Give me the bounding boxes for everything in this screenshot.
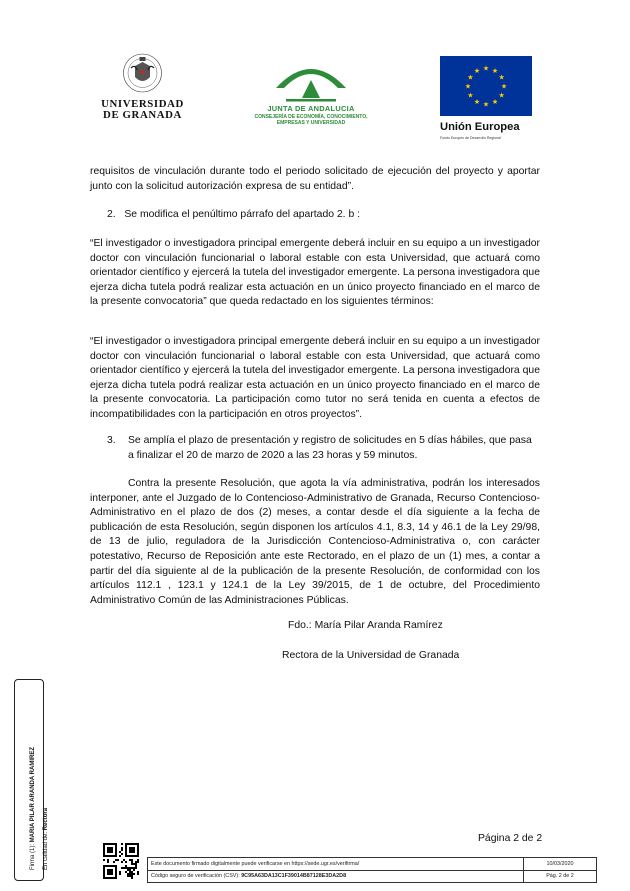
university-name-line1: UNIVERSIDAD xyxy=(101,98,184,110)
eu-star-icon: ★ xyxy=(473,99,481,107)
footer-page: Pág. 2 de 2 xyxy=(523,870,596,882)
closing-paragraph: Contra la presente Resolución, que agota la vía administrativa, podrán los interesados interponer, ante el Juzgado de lo Contencioso-Administrativo de Granada, Recurso Contencioso-Administrativo en el plazo de dos (2) meses, a contar desde el día siguiente a la fecha de publicación de esta Resolución, según disponen los artículos 4.1, 8.3, 14 y 46.1 de la Ley 29/98, de 13 de julio, reguladora de la Jurisdicción Contencioso-Administrativa o, con carácter potestativo, Recurso de Reposición ante este Rectorado, en el plazo de un (1) mes, a contar a partir del día siguiente al de la publicación de la presente Resolución, de conformidad con los artículos 112.1 , 123.1 y 124.1 de la Ley 39/2015, de 1 de octubre, del Procedimiento Administrativo Común de las Administraciones Públicas. xyxy=(90,478,540,606)
signer-role: Rectora xyxy=(43,807,49,831)
junta-dept-line2: EMPRESAS Y UNIVERSIDAD xyxy=(276,120,346,126)
eu-star-icon: ★ xyxy=(467,92,474,100)
junta-logo xyxy=(250,58,372,138)
signer-prefix: Firma (1): xyxy=(30,842,36,870)
eu-star-icon: ★ xyxy=(500,83,508,91)
eu-star-icon: ★ xyxy=(491,67,499,75)
signature-date: 10/03/2020 xyxy=(523,858,596,870)
verification-text: Este documento firmado digitalmente puede verificarse en https://sede.ugr.es/verifirma/ xyxy=(151,861,360,867)
junta-name: JUNTA DE ANDALUCIA xyxy=(267,104,355,113)
eu-star-icon: ★ xyxy=(464,83,472,91)
signer-name: MARIA PILAR ARANDA RAMIREZ xyxy=(30,747,36,843)
signature-stamp-text xyxy=(29,747,50,870)
eu-star-icon: ★ xyxy=(498,74,505,82)
list-number: 2. xyxy=(107,209,116,220)
csv-text xyxy=(151,870,346,882)
eu-star-icon: ★ xyxy=(498,92,505,100)
eu-stars-icon xyxy=(440,56,532,116)
list-text: Se amplía el plazo de presentación y registro de solicitudes en 5 días hábiles, que pasa a finalizar el 20 de marzo de 2020 a las 23 horas y 59 minutos. xyxy=(128,435,532,461)
eu-fund-label: Fondo Europeo de Desarrollo Regional xyxy=(440,136,501,140)
eu-logo xyxy=(440,56,532,148)
signature-line: Fdo.: María Pilar Aranda Ramírez xyxy=(288,620,443,631)
paragraph-continuation: requisitos de vinculación durante todo el periodo solicitado de ejecución del proyecto y aportar junto con la solicitud autorización expresa de su entidad”. xyxy=(90,166,540,192)
junta-dept-line1: CONSEJERÍA DE ECONOMÍA, CONOCIMIENTO, xyxy=(254,114,368,120)
junta-emblem-icon xyxy=(250,58,372,102)
eu-star-icon: ★ xyxy=(473,67,481,75)
junta-department xyxy=(250,114,372,126)
page-number: Página 2 de 2 xyxy=(478,833,543,844)
eu-label: Unión Europea xyxy=(440,121,520,133)
quote-original: “El investigador o investigadora principal emergente deberá incluir en su equipo a un investigador doctor con vinculación funcionarial o laboral estable con esta Universidad, que actuará como orientador científico y ejercerá la tutela del investigador emergente. La persona investigadora que ejerza dicha tutela podrá realizar esta actuación en un único proyecto financiado en el marco de la presente convocatoria” que queda redactado en los siguientes términos: xyxy=(90,238,540,308)
verification-footer xyxy=(147,857,597,883)
university-name-line2: DE GRANADA xyxy=(103,109,182,121)
list-item-3 xyxy=(107,434,547,463)
coat-of-arms-icon xyxy=(95,52,190,96)
list-text: Se modifica el penúltimo párrafo del apartado 2. b : xyxy=(124,209,361,220)
eu-star-icon: ★ xyxy=(491,99,499,107)
csv-label: Código seguro de verificación (CSV): xyxy=(151,873,242,879)
university-logo xyxy=(95,52,190,122)
list-number: 3. xyxy=(107,435,116,446)
eu-star-icon: ★ xyxy=(482,101,490,109)
qr-code-icon xyxy=(103,843,139,879)
signer-role-prefix: En calidad de: xyxy=(43,830,49,870)
quote-amended: “El investigador o investigadora principal emergente deberá incluir en su equipo a un investigador doctor con vinculación funcionarial o laboral estable con esta Universidad, que actuará como orientador científico y ejercerá la tutela del investigador emergente. La persona investigadora que ejerza dicha tutela podrá realizar esta actuación en un único proyecto financiado en el marco de la presente convocatoria. La participación como tutor no será tenida en cuenta a efectos de incompatibilidades con la participación en otros proyectos”. xyxy=(90,336,540,420)
signatory-role: Rectora de la Universidad de Granada xyxy=(282,650,460,661)
list-item-2 xyxy=(107,208,547,223)
eu-flag xyxy=(440,56,532,116)
csv-row xyxy=(148,870,596,882)
eu-star-icon: ★ xyxy=(467,74,474,82)
eu-star-icon: ★ xyxy=(482,65,490,73)
csv-code: 9C95A63DA13C1F39014B87128E3DA2D8 xyxy=(241,873,347,879)
signature-stamp xyxy=(14,679,49,881)
